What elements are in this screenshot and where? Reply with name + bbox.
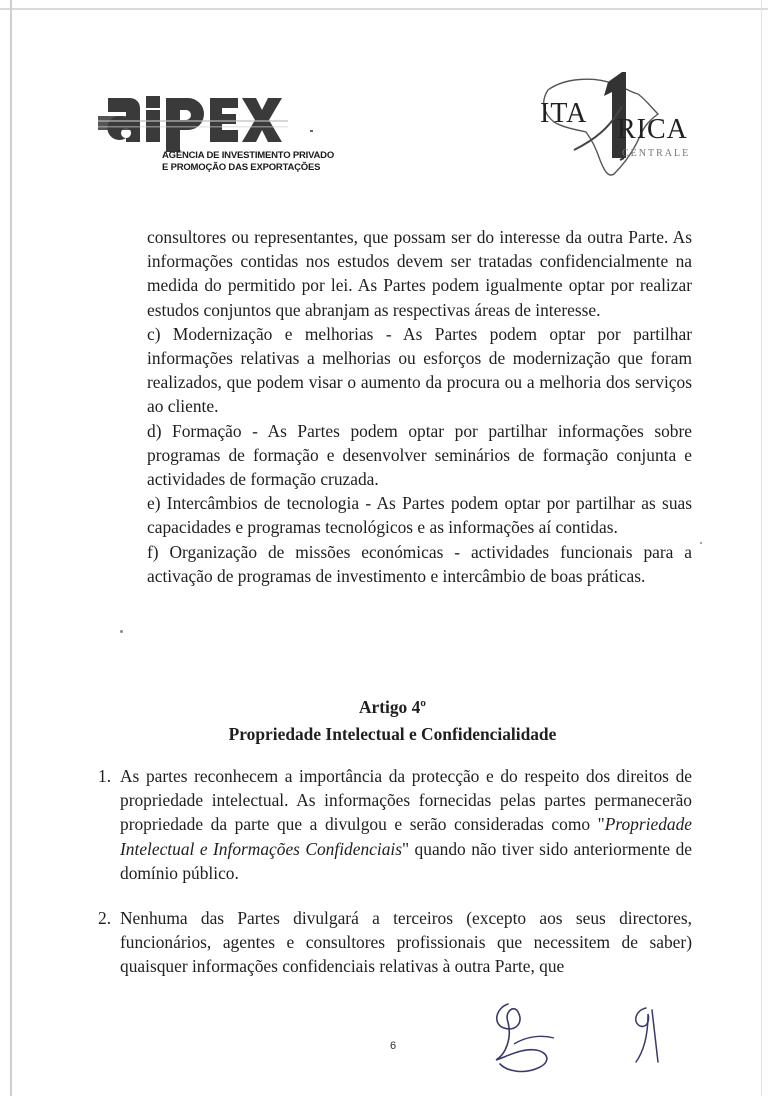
aipex-logo	[98, 86, 335, 186]
paragraph-item-f: f) Organização de missões económicas - actividades funcionais para a activação de programas de investimento e intercâmbio de boas práticas.	[147, 541, 692, 586]
paragraph-continuation: consultores ou representantes, que possam ser do interesse da outra Parte. As informações contidas nos estudos devem ser tratadas confidencialmente na medida do permitido por lei. As Partes podem igualmente optar por realizar estudos conjuntos que abranjam as respectivas áreas de interesse.	[147, 227, 692, 320]
item-number: 1.	[98, 766, 112, 786]
logo-ita-text: ITA	[540, 98, 588, 129]
logo-centrale-text: CENTRALE	[622, 148, 691, 159]
item-text: Nenhuma das Partes divulgará a terceiros (excepto aos seus directores, funcionários, agentes e consultores profissionais que necessitem de saber) quaisquer informações confidenciais relativas à outra Parte, que	[120, 908, 692, 977]
aipex-tagline-line2: E PROMOÇÃO DAS EXPORTAÇÕES	[162, 162, 321, 173]
item-text-part: " quando não tiver sido anteriormente de domínio público.	[120, 838, 692, 883]
numbered-item-1	[98, 764, 692, 885]
signature-initials-1-icon	[478, 998, 568, 1078]
paragraph-item-c: c) Modernização e melhorias - As Partes podem optar por partilhar informações relativas a melhorias ou esforços de modernização que foram realizados, que podem visar o aumento da procura ou a melhoria dos serviços ao cliente.	[147, 323, 692, 417]
item-number: 2.	[98, 908, 112, 928]
item-text-part: As partes reconhecem a importância da protecção e do respeito dos direitos de propriedade intelectual. As informações fornecidas pelas partes permanecerão propriedade da parte que a divulgou e serão consideradas como "	[120, 766, 692, 835]
scan-edge-left	[10, 0, 12, 1096]
scan-speck	[120, 630, 123, 633]
signature-initials-2-icon	[622, 1000, 672, 1080]
scan-speck	[700, 542, 702, 544]
logo-rica-text: RICA	[617, 114, 688, 145]
item-text-italic: Propriedade Intelectual e Informações Confidenciais	[120, 814, 692, 859]
aipex-tagline-line1: AGÊNCIA DE INVESTIMENTO PRIVADO	[162, 150, 335, 161]
page-number: 6	[390, 1040, 397, 1052]
item-text	[120, 764, 692, 885]
aipex-wordmark-icon	[98, 86, 328, 156]
scan-edge-top	[0, 8, 768, 10]
article-title: Propriedade Intelectual e Confidencialidade	[228, 724, 557, 744]
article-heading	[120, 694, 665, 748]
document-body	[147, 225, 692, 588]
numbered-item-2	[98, 906, 692, 979]
itaafrica-logo	[534, 70, 714, 185]
paragraph-item-e: e) Intercâmbios de tecnologia - As Partes podem optar por partilhar as suas capacidades e programas tecnológicos e as informações aí contidas.	[147, 493, 692, 538]
paragraph-item-d: d) Formação - As Partes podem optar por partilhar informações sobre programas de formação e desenvolver seminários de formação conjunta e actividades de formação cruzada.	[147, 420, 692, 490]
article-number: Artigo 4º	[358, 697, 427, 717]
scan-edge-right	[761, 0, 762, 1096]
